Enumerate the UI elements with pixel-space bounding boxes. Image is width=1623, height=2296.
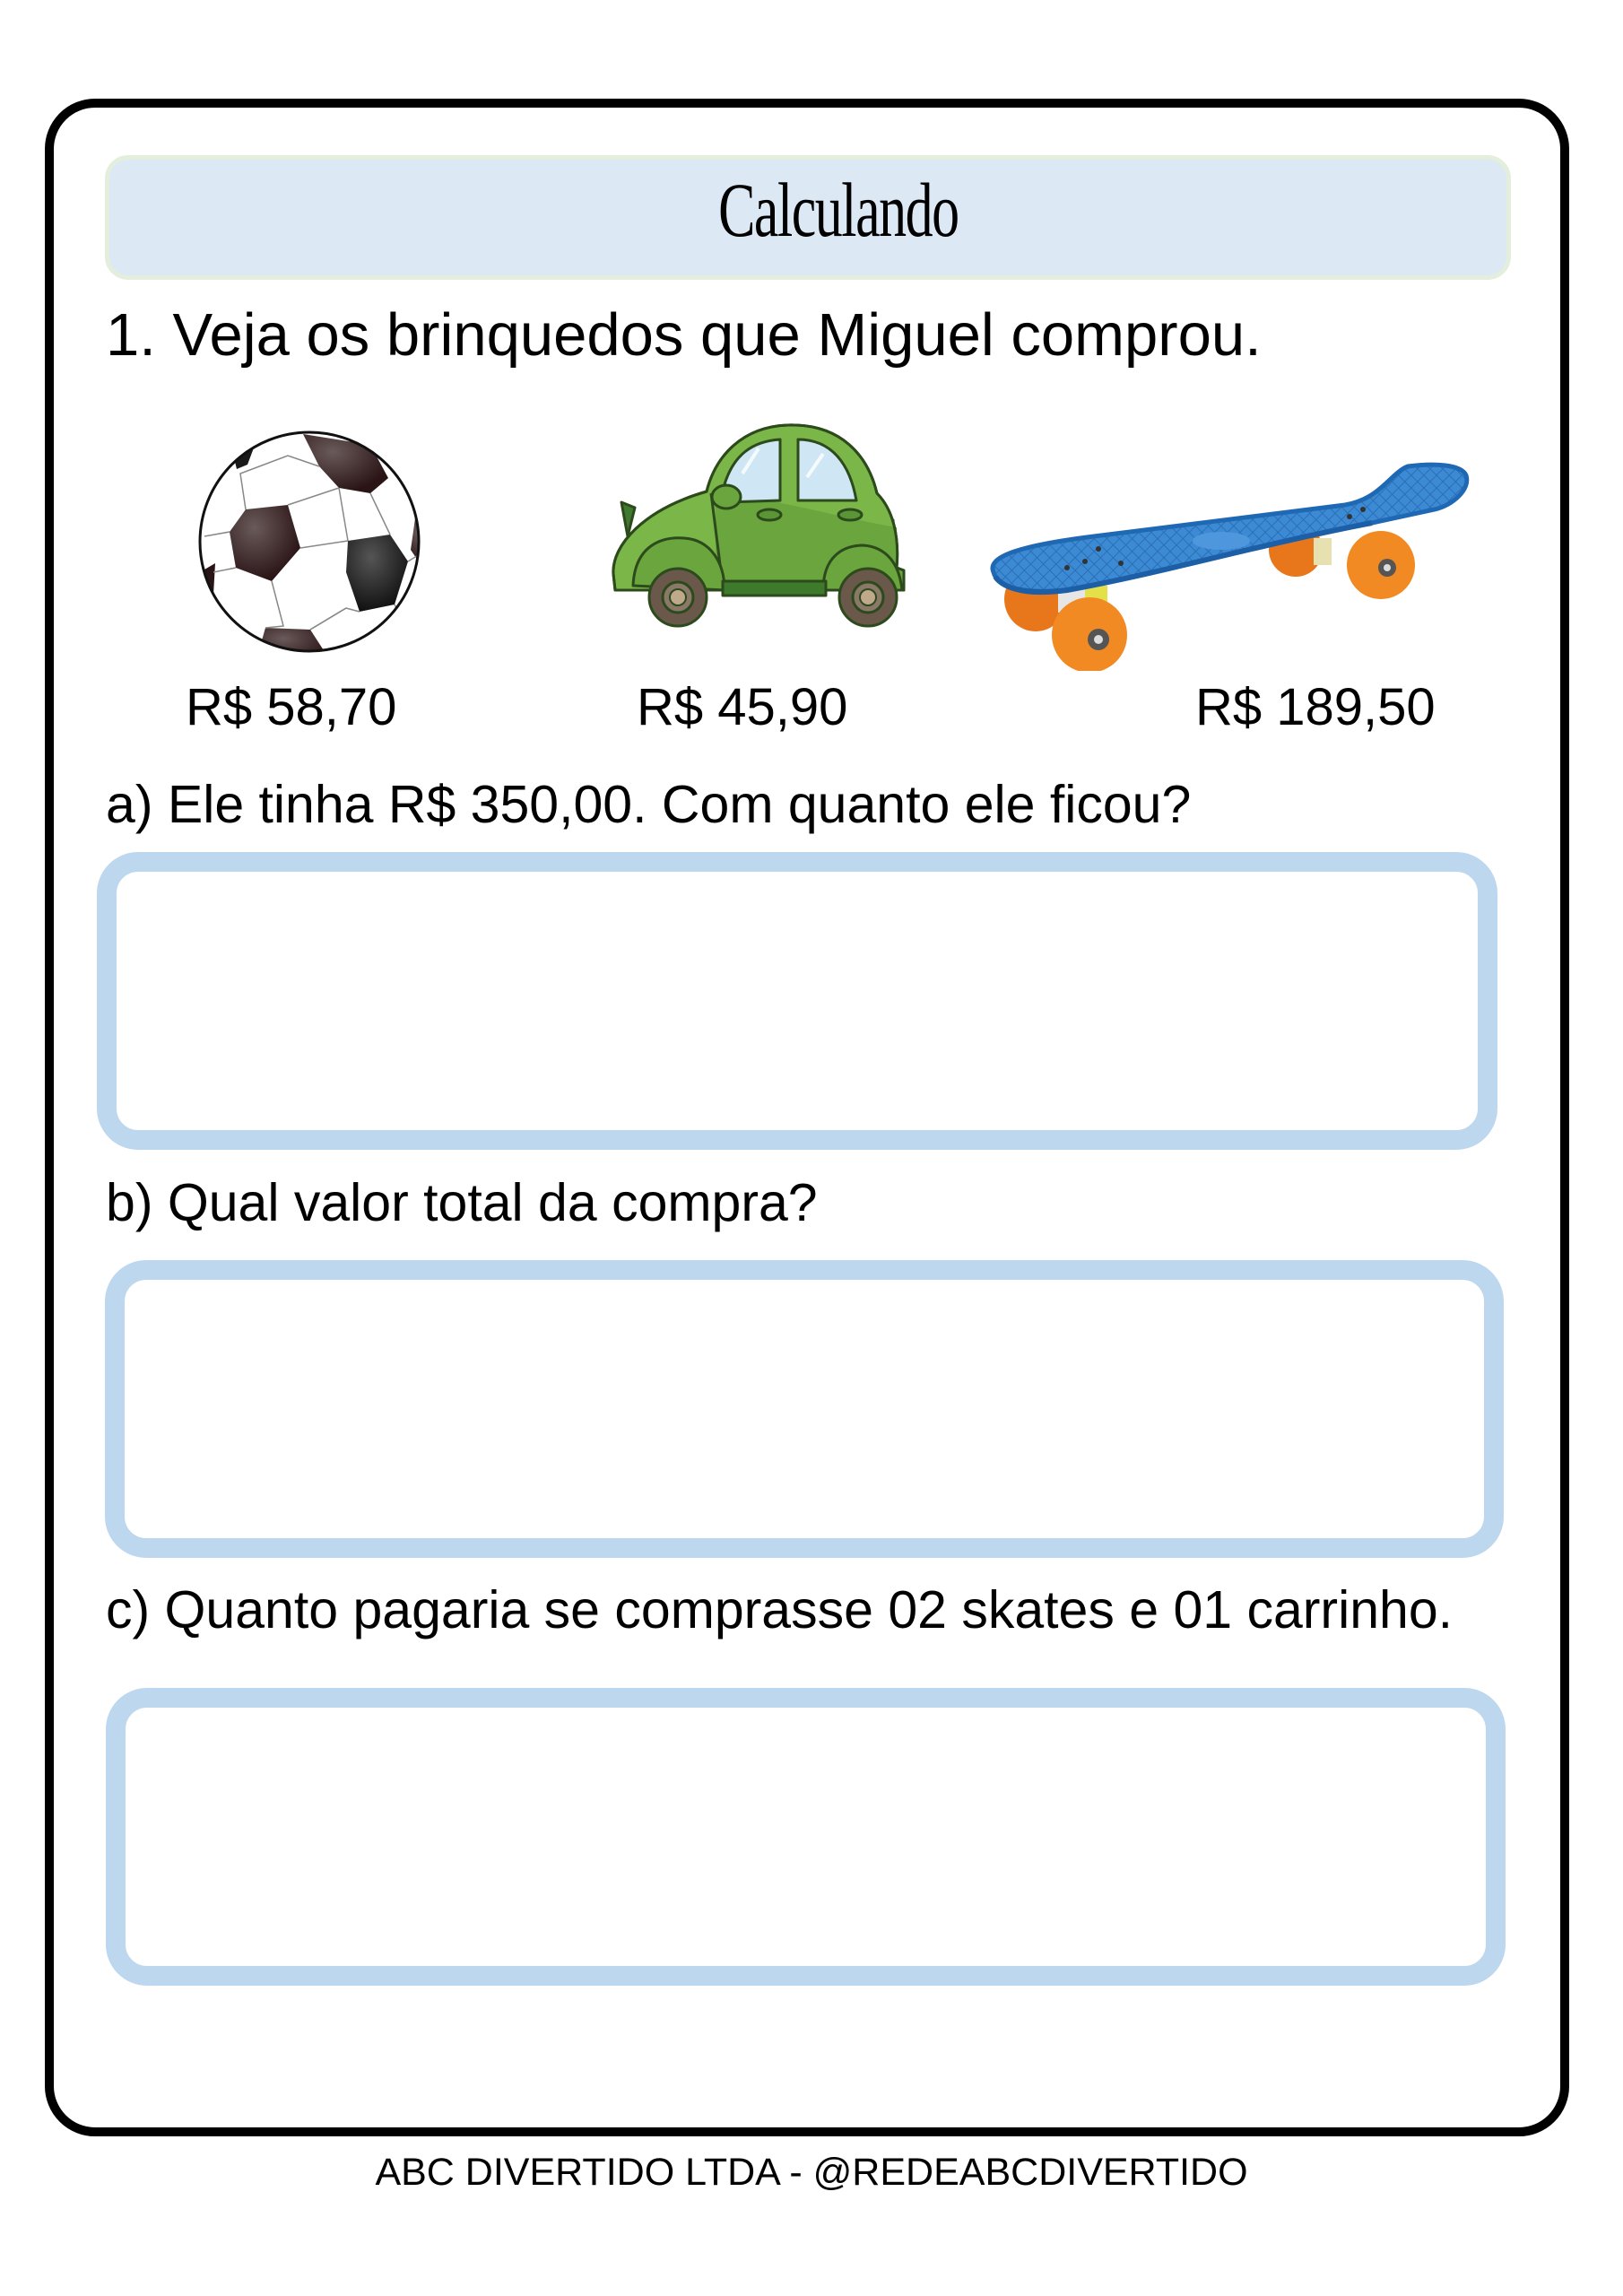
footer-credit: ABC DIVERTIDO LTDA - @REDEABCDIVERTIDO — [375, 2151, 1248, 2194]
question-c: c) Quanto pagaria se comprasse 02 skates e 01 carrinho. — [106, 1580, 1454, 1639]
soccer-ball-icon — [195, 429, 423, 655]
price-soccer-ball: R$ 58,70 — [186, 678, 397, 736]
answer-box-c[interactable] — [106, 1688, 1506, 1986]
toy-car-icon — [608, 420, 922, 628]
question-a: a) Ele tinha R$ 350,00. Com quanto ele ficou? — [106, 775, 1192, 834]
page-title: Calculando — [718, 167, 959, 253]
price-skateboard: R$ 189,50 — [1195, 678, 1436, 736]
instruction-text: 1. Veja os brinquedos que Miguel comprou. — [106, 301, 1262, 369]
price-toy-car: R$ 45,90 — [637, 678, 848, 736]
answer-box-a[interactable] — [97, 852, 1497, 1150]
skateboard-icon — [986, 456, 1475, 671]
answer-box-b[interactable] — [105, 1260, 1504, 1558]
question-b: b) Qual valor total da compra? — [106, 1173, 818, 1232]
